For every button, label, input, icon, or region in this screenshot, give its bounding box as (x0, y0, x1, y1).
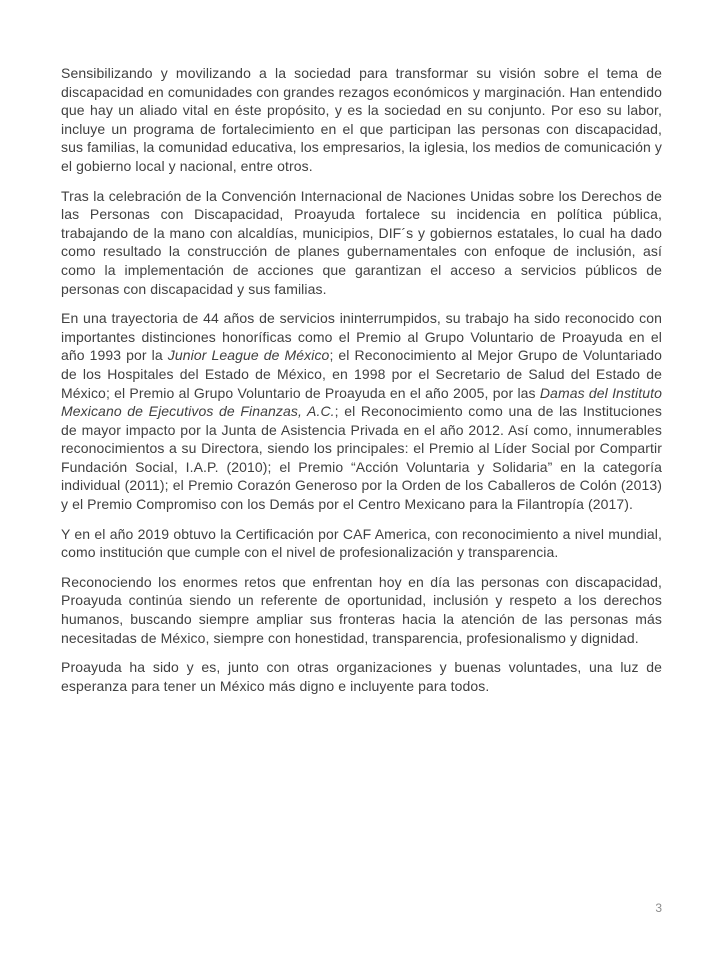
paragraph-4: Y en el año 2019 obtuvo la Certificación por CAF America, con reconocimiento a nivel mundial, como institución que cumple con el nivel de profesionalización y transparencia. (61, 525, 662, 561)
paragraph-3: En una trayectoria de 44 años de servicios ininterrumpidos, su trabajo ha sido reconocido con importantes distinciones honoríficas como el Premio al Grupo Voluntario de Proayuda en el año 1993 por la Junior League de México; el Reconocimiento al Mejor Grupo de Voluntariado de los Hospitales del Estado de México, en 1998 por el Secretario de Salud del Estado de México; el Premio al Grupo Voluntario de Proayuda en el año 2005, por las Damas del Instituto Mexicano de Ejecutivos de Finanzas, A.C.; el Reconocimiento como una de las Instituciones de mayor impacto por la Junta de Asistencia Privada en el año 2012. Así como, innumerables reconocimientos a su Directora, siendo los principales: el Premio al Líder Social por Compartir Fundación Social, I.A.P. (2010); el Premio “Acción Voluntaria y Solidaria” en la categoría individual (2011); el Premio Corazón Generoso por la Orden de los Caballeros de Colón (2013) y el Premio Compromiso con los Demás por el Centro Mexicano para la Filantropía (2017). (61, 310, 662, 513)
paragraph-5: Reconociendo los enormes retos que enfrentan hoy en día las personas con discapacidad, Proayuda continúa siendo un referente de oportunidad, inclusión y respeto a los derechos humanos, buscando siempre ampliar sus fronteras hacia la atención de las personas más necesitadas de México, siempre con honestidad, transparencia, profesionalismo y dignidad. (61, 573, 662, 646)
page-number: 3 (655, 901, 662, 915)
paragraph-2: Tras la celebración de la Convención Internacional de Naciones Unidas sobre los Derechos de las Personas con Discapacidad, Proayuda fortalece su incidencia en política pública, trabajando de la mano con alcaldías, municipios, DIF´s y gobiernos estatales, lo cual ha dado como resultado la construcción de planes gubernamentales con enfoque de inclusión, así como la implementación de acciones que garantizan el acceso a servicios públicos de personas con discapacidad y sus familias. (61, 187, 662, 297)
paragraph-1: Sensibilizando y movilizando a la sociedad para transformar su visión sobre el tema de discapacidad en comunidades con grandes rezagos económicos y marginación. Han entendido que hay un aliado vital en éste propósito, y es la sociedad en su conjunto. Por eso su labor, incluye un programa de fortalecimiento en el que participan las personas con discapacidad, sus familias, la comunidad educativa, los empresarios, la iglesia, los medios de comunicación y el gobierno local y nacional, entre otros. (61, 65, 662, 174)
document-body (61, 64, 662, 706)
paragraph-6: Proayuda ha sido y es, junto con otras organizaciones y buenas voluntades, una luz de esperanza para tener un México más digno e incluyente para todos. (61, 659, 662, 694)
